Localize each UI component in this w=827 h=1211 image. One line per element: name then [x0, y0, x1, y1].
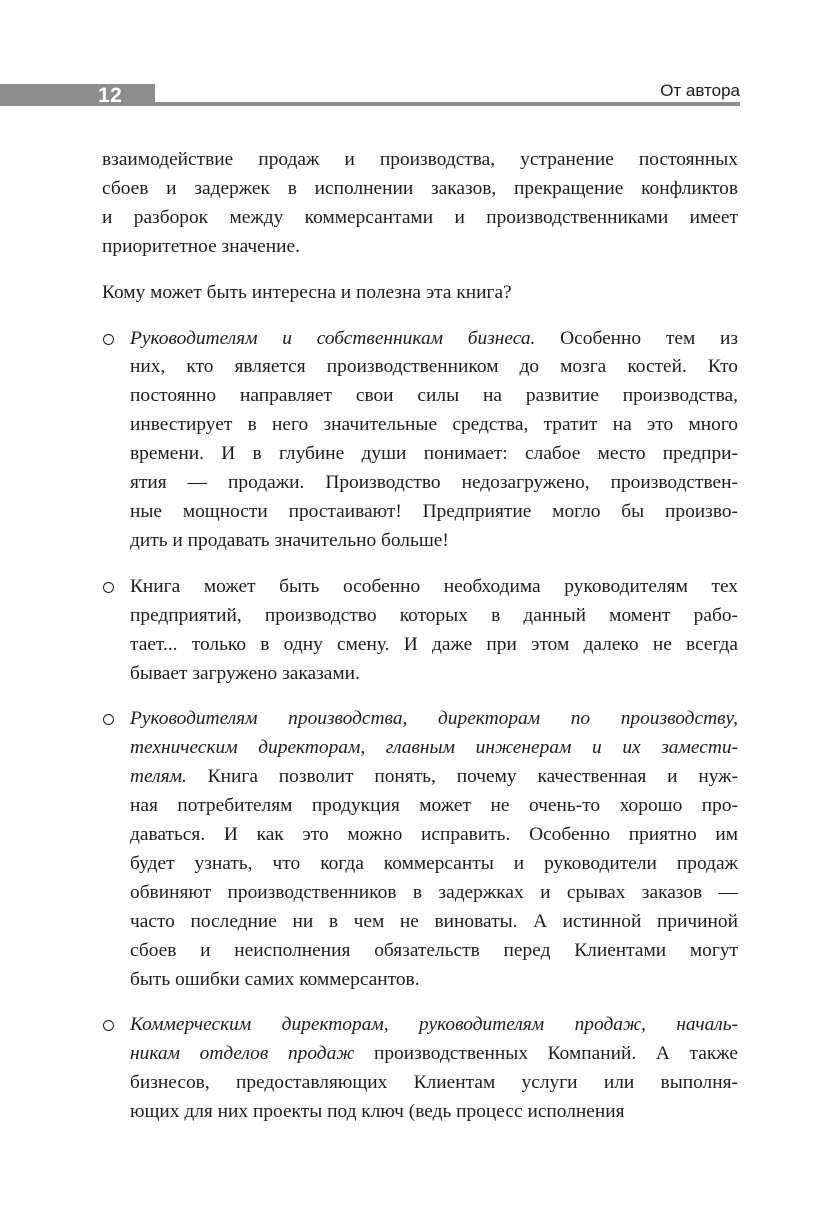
- list-item: [102, 573, 738, 689]
- circle-bullet-icon: [103, 714, 114, 725]
- text-line: [130, 660, 738, 689]
- page-number: 12: [98, 84, 123, 107]
- plain-text: Особенно тем из: [535, 327, 738, 349]
- emphasis-text: Руководителям и собственникам бизнеса.: [130, 327, 536, 349]
- text-line: [130, 1040, 738, 1069]
- list-item: [102, 705, 738, 994]
- text-line: взаимодействие продаж и производства, устранение постоянных: [102, 149, 738, 170]
- text-line: [130, 631, 738, 660]
- plain-text: ятия — продажи. Производство недозагружено, производствен-: [130, 472, 738, 494]
- page-header: [0, 80, 740, 110]
- text-line: и разборок между коммерсантами и производственниками имеет: [102, 206, 738, 228]
- plain-text: тает... только в одну смену. И даже при этом далеко не всегда: [130, 633, 738, 655]
- plain-text: постоянно направляет свои силы на развитие производства,: [130, 385, 738, 407]
- text-line: [130, 792, 738, 821]
- text-line: [130, 602, 738, 631]
- list-item-text: [130, 325, 738, 556]
- header-rule: [155, 102, 740, 106]
- text-line: [130, 705, 738, 734]
- list-item-text: [130, 705, 738, 994]
- emphasis-text: никам отделов продаж: [130, 1043, 355, 1065]
- circle-bullet-icon: [103, 582, 114, 593]
- text-line: [130, 498, 738, 527]
- text-line: [130, 763, 738, 792]
- text-line: приоритетное значение.: [102, 235, 300, 257]
- list-item: [102, 325, 738, 556]
- plain-text: быть ошибки самих коммерсантов.: [130, 968, 420, 990]
- plain-text: дить и продавать значительно больше!: [130, 529, 449, 551]
- plain-text: Книга может быть особенно необходима руководителям тех: [130, 575, 738, 597]
- circle-bullet-icon: [103, 1020, 114, 1031]
- plain-text: обвиняют производственников в задержках и срывах заказов —: [130, 881, 738, 903]
- plain-text: ная потребителям продукция может не очень-то хорошо про-: [130, 795, 738, 817]
- list-item: [102, 1011, 738, 1127]
- text-line: [130, 850, 738, 879]
- page-body: [102, 146, 738, 1144]
- text-line: [130, 573, 738, 602]
- list-item-text: [130, 573, 738, 689]
- intro-paragraph: [102, 146, 738, 262]
- plain-text: предприятий, производство которых в данный момент рабо-: [130, 604, 738, 626]
- plain-text: ные мощности простаивают! Предприятие могло бы произво-: [130, 500, 738, 522]
- plain-text: ющих для них проекты под ключ (ведь процесс исполнения: [130, 1101, 625, 1123]
- text-line: сбоев и задержек в исполнении заказов, прекращение конфликтов: [102, 177, 738, 199]
- text-line: [130, 734, 738, 763]
- text-line: [130, 382, 738, 411]
- plain-text: даваться. И как это можно исправить. Особенно приятно им: [130, 824, 738, 846]
- text-line: [130, 1098, 738, 1127]
- plain-text: бизнесов, предоставляющих Клиентам услуги или выполня-: [130, 1072, 738, 1094]
- text-line: [130, 821, 738, 850]
- text-line: [130, 1011, 738, 1040]
- text-line: [130, 325, 738, 354]
- text-line: [130, 966, 738, 995]
- text-line: [130, 411, 738, 440]
- text-line: [130, 908, 738, 937]
- plain-text: Книга позволит понять, почему качественная и нуж-: [186, 766, 738, 788]
- plain-text: времени. И в глубине души понимает: слабое место предпри-: [130, 443, 738, 465]
- text-line: [130, 937, 738, 966]
- question-text: Кому может быть интересна и полезна эта книга?: [102, 281, 512, 303]
- emphasis-text: техническим директорам, главным инженерам и их замести-: [130, 737, 738, 759]
- text-line: [130, 469, 738, 498]
- text-line: [130, 527, 738, 556]
- audience-list: [102, 325, 738, 1128]
- text-line: [130, 440, 738, 469]
- plain-text: сбоев и неисполнения обязательств перед Клиентами могут: [130, 939, 738, 961]
- plain-text: бывает загружено заказами.: [130, 662, 360, 684]
- list-item-text: [130, 1011, 738, 1127]
- text-line: [130, 879, 738, 908]
- emphasis-text: Руководителям производства, директорам по производству,: [130, 708, 738, 730]
- text-line: [130, 1069, 738, 1098]
- question-paragraph: [102, 279, 738, 308]
- plain-text: них, кто является производственником до мозга костей. Кто: [130, 356, 738, 378]
- emphasis-text: Коммерческим директорам, руководителям продаж, началь-: [130, 1014, 738, 1036]
- text-line: [130, 353, 738, 382]
- plain-text: часто последние ни в чем не виноваты. А истинной причиной: [130, 910, 738, 932]
- plain-text: инвестирует в него значительные средства, тратит на это много: [130, 414, 738, 436]
- page-number-tab: [0, 84, 155, 106]
- emphasis-text: телям.: [130, 766, 187, 788]
- plain-text: производственных Компаний. А также: [354, 1043, 738, 1065]
- plain-text: будет узнать, что когда коммерсанты и руководители продаж: [130, 852, 738, 874]
- circle-bullet-icon: [103, 334, 114, 345]
- running-title: От автора: [660, 81, 740, 100]
